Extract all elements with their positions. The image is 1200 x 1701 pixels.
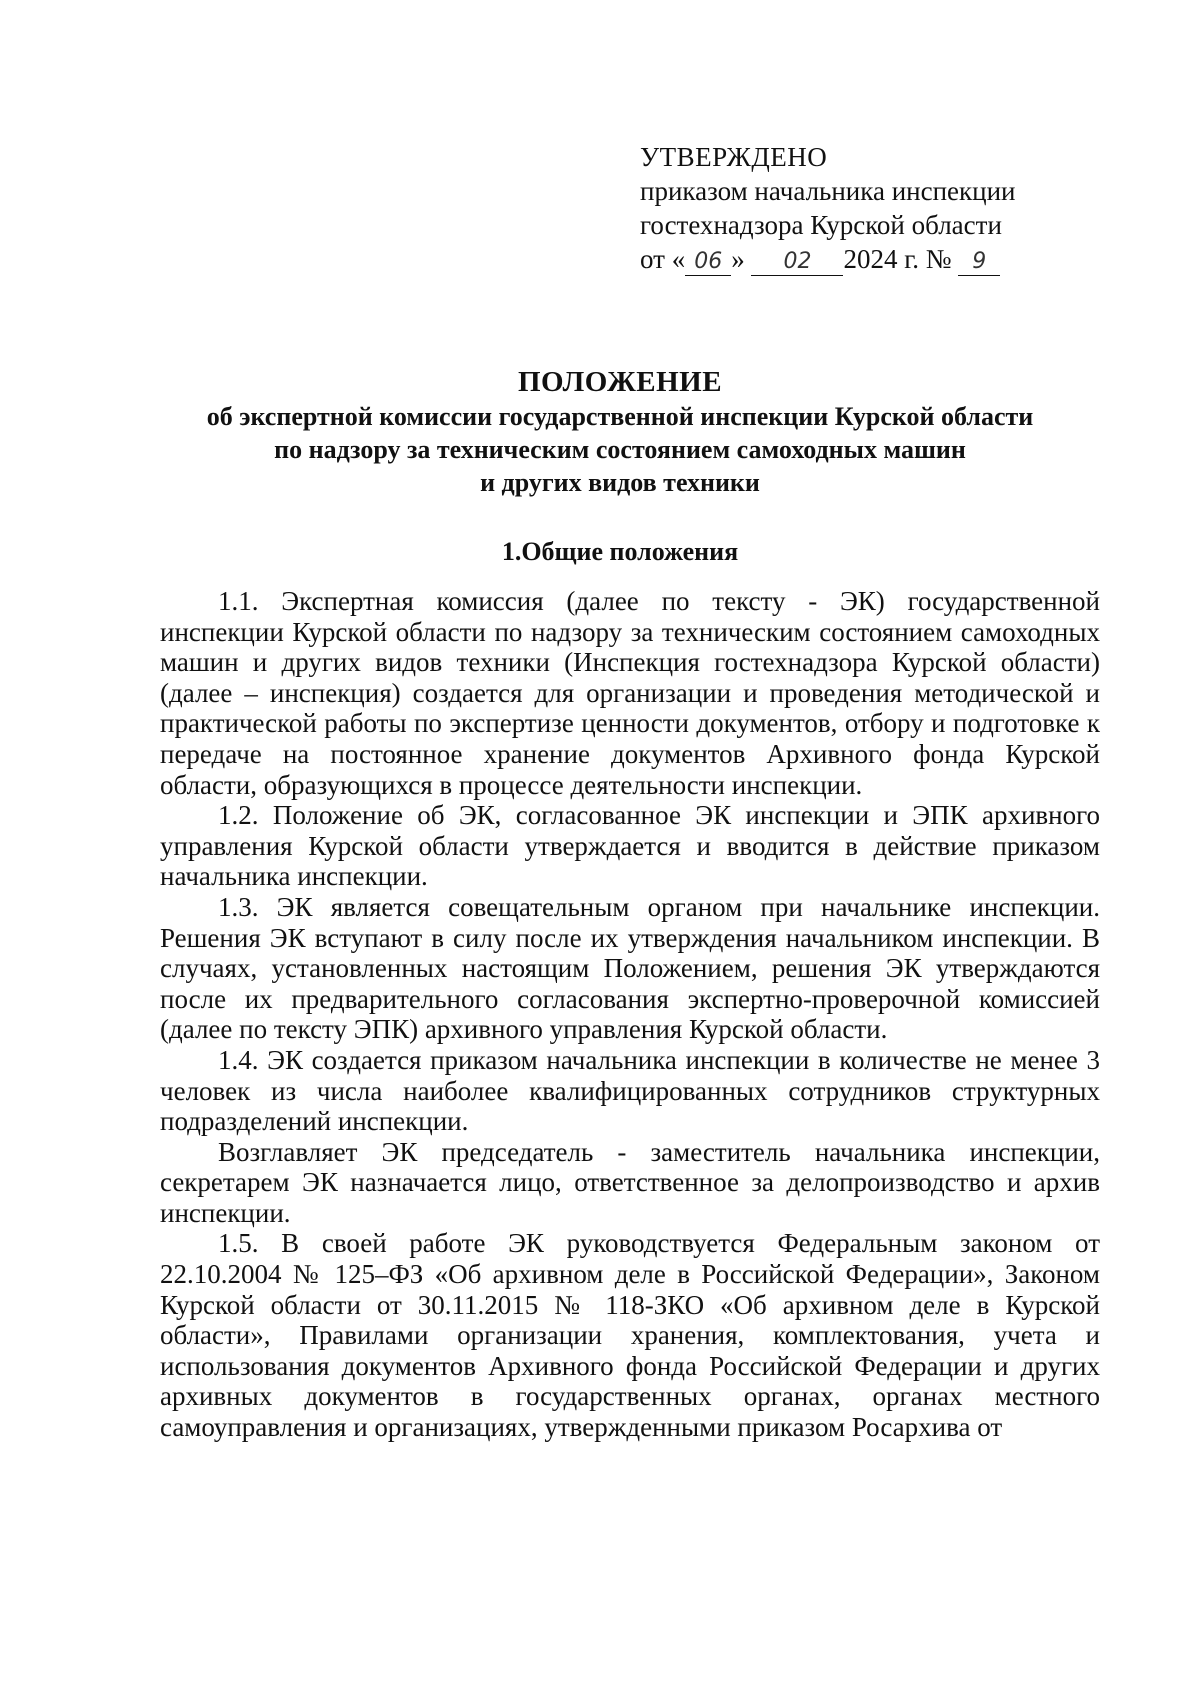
date-prefix: от « — [640, 244, 686, 274]
title-sub-3: и других видов техники — [480, 468, 760, 497]
handwritten-month: 02 — [751, 249, 843, 276]
date-year: 2024 г. № — [843, 244, 952, 274]
paragraph-1-2: 1.2. Положение об ЭК, согласованное ЭК инспекции и ЭПК архивного управления Курской области утверждается и вводится в действие приказом начальника инспекции. — [160, 800, 1100, 892]
date-mid: » — [731, 244, 745, 274]
section-body — [160, 586, 1100, 1443]
approval-block — [640, 140, 1100, 276]
approval-line-org: гостехнадзора Курской области — [640, 210, 1002, 240]
section-heading: 1.Общие положения — [501, 537, 739, 566]
title-main: ПОЛОЖЕНИЕ — [517, 366, 723, 398]
paragraph-1-5: 1.5. В своей работе ЭК руководствуется Федеральным законом от 22.10.2004 № 125–ФЗ «Об архивном деле в Российской Федерации», Законом Курской области от 30.11.2015 № 118-ЗКО «Об архивном деле в Курской области», Правилами организации хранения, комплектования, учета и использования документов Архивного фонда Российской Федерации и других архивных документов в государственных органах, органах местного самоуправления и организациях, утвержденными приказом Росархива от — [160, 1228, 1100, 1443]
paragraph-1-4-cont: Возглавляет ЭК председатель - заместитель начальника инспекции, секретарем ЭК назначается лицо, ответственное за делопроизводство и архив инспекции. — [160, 1136, 1100, 1228]
paragraph-1-4: 1.4. ЭК создается приказом начальника инспекции в количестве не менее 3 человек из числа наиболее квалифицированных сотрудников структурных подразделений инспекции. — [160, 1044, 1100, 1137]
handwritten-day: 06 — [685, 249, 731, 276]
approval-line-order: приказом начальника инспекции — [640, 176, 1016, 206]
paragraph-1-1: 1.1. Экспертная комиссия (далее по тексту - ЭК) государственной инспекции Курской области по надзору за техническим состоянием самоходных машин и других видов техники (Инспекция гостехнадзора Курской области) (далее – инспекция) создается для организации и проведения методической и практической работы по экспертизе ценности документов, отбору и подготовке к передаче на постоянное хранение документов Архивного фонда Курской области, образующихся в процессе деятельности инспекции. — [160, 586, 1100, 800]
title-sub-1: об экспертной комиссии государственной инспекции Курской области — [206, 402, 1034, 431]
title-sub-2: по надзору за техническим состоянием самоходных машин — [274, 435, 966, 464]
handwritten-order-number: 9 — [958, 249, 1000, 276]
approval-title: УТВЕРЖДЕНО — [640, 142, 828, 172]
document-title — [120, 364, 1120, 499]
paragraph-1-3: 1.3. ЭК является совещательным органом при начальнике инспекции. Решения ЭК вступают в силу после их утверждения начальником инспекции. В случаях, установленных настоящим Положением, решения ЭК утверждаются после их предварительного согласования экспертно-проверочной комиссией (далее по тексту ЭПК) архивного управления Курской области. — [160, 891, 1100, 1045]
approval-date-line — [640, 242, 1100, 276]
